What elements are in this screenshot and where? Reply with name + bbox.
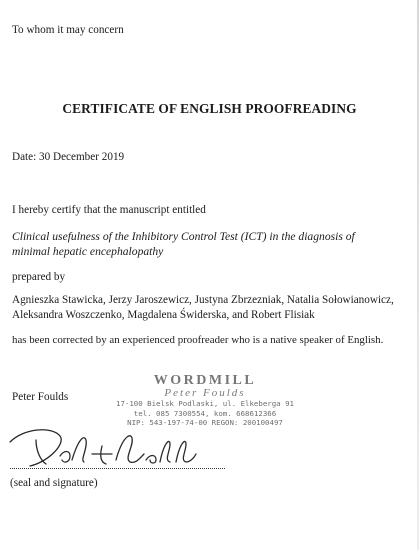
stamp-person-name: Peter Foulds <box>164 387 246 399</box>
manuscript-title <box>12 229 412 259</box>
stamp-phone: tel. 085 7300554, kom. 668612366 <box>133 408 277 418</box>
author-list-line-2: Aleksandra Woszczenko, Magdalena Świderska, and Robert Flisiak <box>12 308 315 321</box>
signature-line <box>10 467 225 469</box>
signatory-name: Peter Foulds <box>12 391 69 403</box>
stamp-address: 17-100 Bielsk Podlaski, ul. Elkeberga 91 <box>116 399 294 408</box>
author-list-line-1: Agnieszka Stawicka, Jerzy Jaroszewicz, Justyna Zbrzezniak, Natalia Sołowianowicz, <box>12 294 394 306</box>
stamp-company-name: WORDMILL <box>153 373 257 388</box>
certificate-title: CERTIFICATE OF ENGLISH PROOFREADING <box>62 101 357 116</box>
author-list <box>12 293 394 322</box>
certificate-date: Date: 30 December 2019 <box>12 151 125 163</box>
salutation: To whom it may concern <box>12 24 124 36</box>
manuscript-title-line-2: minimal hepatic encephalopathy <box>12 245 164 258</box>
stamp-registration-ids: NIP: 543-197-74-00 REGON: 200100497 <box>127 418 283 427</box>
manuscript-title-line-1: Clinical usefulness of the Inhibitory Control Test (ICT) in the diagnosis of <box>12 230 355 243</box>
certify-statement: I hereby certify that the manuscript entitled <box>12 204 206 216</box>
handwritten-signature <box>0 420 230 482</box>
corrected-statement: has been corrected by an experienced proofreader who is a native speaker of English. <box>12 334 384 346</box>
prepared-by-label: prepared by <box>12 271 66 283</box>
seal-signature-caption: (seal and signature) <box>10 477 98 489</box>
